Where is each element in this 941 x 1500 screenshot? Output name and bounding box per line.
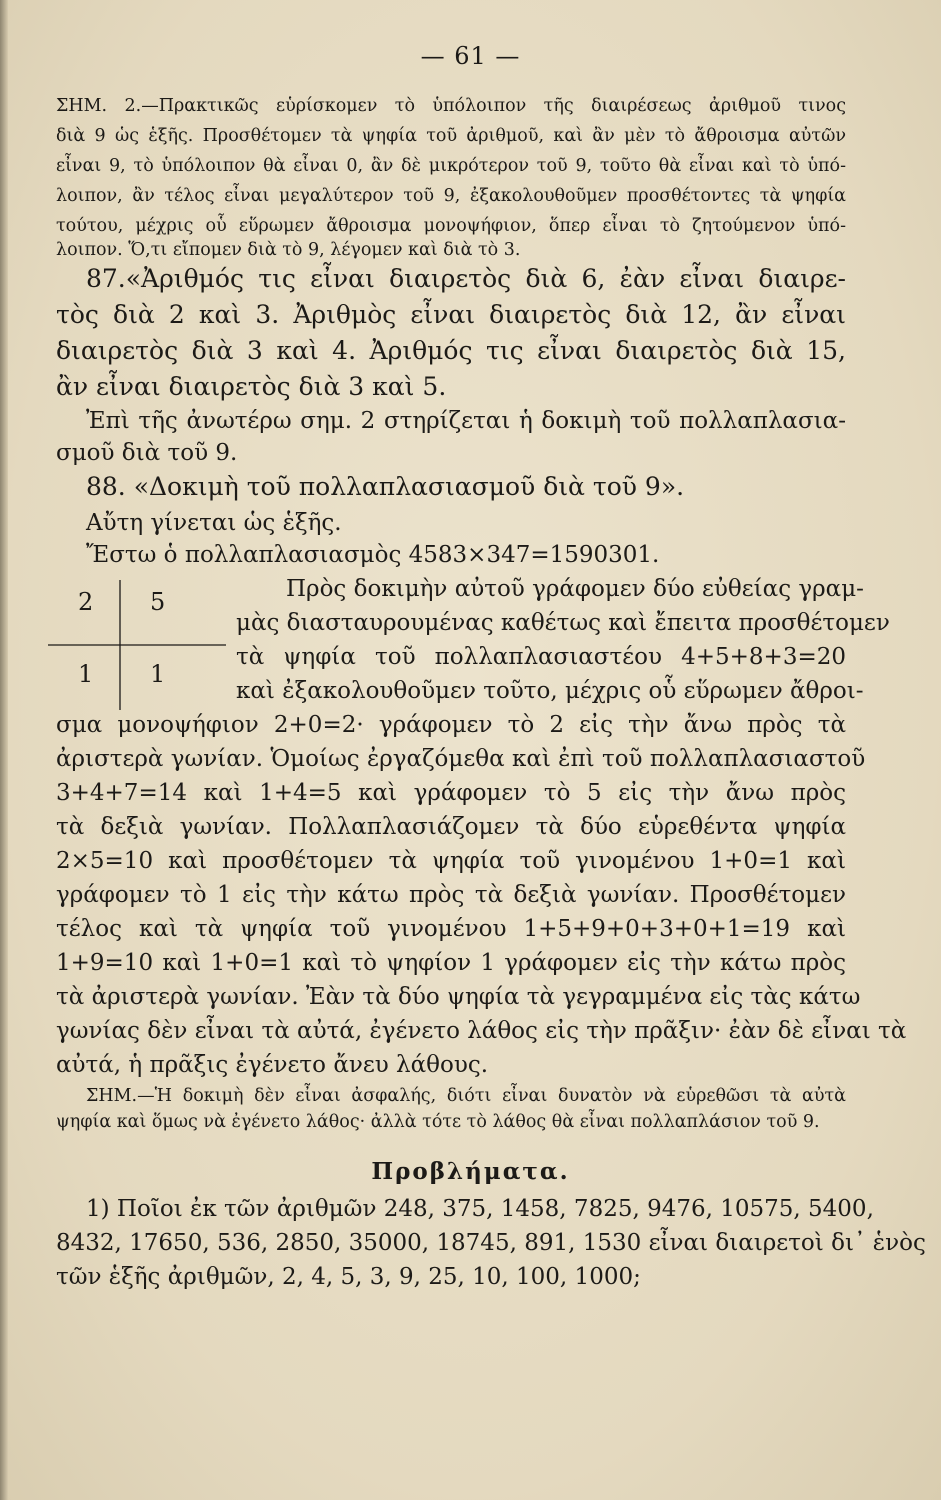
sec88-beside-1: Πρὸς δοκιμὴν αὐτοῦ γράφομεν δύο εὐθείας γραμ- [286, 576, 864, 602]
note2-line-1: ΣΗΜ. 2.—Πρακτικῶς εὑρίσκομεν τὸ ὑπόλοιπον τῆς διαιρέσεως ἀριθμοῦ τινος [56, 96, 846, 116]
problem-line-2: 8432, 17650, 536, 2850, 35000, 18745, 891, 1530 εἶναι διαιρετοὶ δι᾽ ἑνὸς [56, 1230, 926, 1256]
cross-diagram [40, 570, 240, 720]
note2-line-2: διὰ 9 ὡς ἑξῆς. Προσθέτομεν τὰ ψηφία τοῦ ἀριθμοῦ, καὶ ἂν μὲν τὸ ἄθροισμα αὐτῶν [56, 126, 846, 146]
sec88-note-2: ψηφία καὶ ὅμως νὰ ἐγένετο λάθος· ἀλλὰ τότε τὸ λάθος θὰ εἶναι πολλαπλάσιον τοῦ 9. [56, 1112, 820, 1132]
sec88-body-2: ἀριστερὰ γωνίαν. Ὁμοίως ἐργαζόμεθα καὶ ἐπὶ τοῦ πολλαπλασιαστοῦ [56, 746, 866, 772]
page-edge [0, 0, 8, 1500]
note2-line-3: εἶναι 9, τὸ ὑπόλοιπον θὰ εἶναι 0, ἂν δὲ μικρότερον τοῦ 9, τοῦτο θὰ εἶναι καὶ τὸ ὑπό- [56, 156, 846, 176]
sec87-line-5: Ἐπὶ τῆς ἀνωτέρω σημ. 2 στηρίζεται ἡ δοκιμὴ τοῦ πολλαπλασια- [86, 408, 846, 434]
sec88-line-1: Αὔτη γίνεται ὡς ἑξῆς. [86, 510, 342, 536]
diagram-bottom-left: 1 [78, 660, 94, 688]
note2-line-6: λοιπον. Ὅ,τι εἴπομεν διὰ τὸ 9, λέγομεν καὶ διὰ τὸ 3. [56, 240, 521, 260]
sec88-body-10: γωνίας δὲν εἶναι τὰ αὐτά, ἐγένετο λάθος εἰς τὴν πρᾶξιν· ἐὰν δὲ εἶναι τὰ [56, 1018, 907, 1044]
problem-line-3: τῶν ἑξῆς ἀριθμῶν, 2, 4, 5, 3, 9, 25, 10, 100, 1000; [56, 1264, 641, 1290]
page-number: — 61 — [420, 42, 521, 70]
sec87-line-2: τὸς διὰ 2 καὶ 3. Ἀριθμὸς εἶναι διαιρετὸς διὰ 12, ἂν εἶναι [56, 300, 846, 329]
sec88-body-9: τὰ ἀριστερὰ γωνίαν. Ἐὰν τὰ δύο ψηφία τὰ γεγραμμένα εἰς τὰς κάτω [56, 984, 861, 1010]
sec87-line-1: 87.«Ἀριθμός τις εἶναι διαιρετὸς διὰ 6, ἐὰν εἶναι διαιρε- [86, 264, 846, 293]
sec87-line-3: διαιρετὸς διὰ 3 καὶ 4. Ἀριθμός τις εἶναι διαιρετὸς διὰ 15, [56, 336, 846, 365]
sec88-body-8: 1+9=10 καὶ 1+0=1 καὶ τὸ ψηφίον 1 γράφομεν εἰς τὴν κάτω πρὸς [56, 950, 846, 976]
sec88-beside-3: τὰ ψηφία τοῦ πολλαπλασιαστέου 4+5+8+3=20 [236, 644, 846, 670]
note2-line-5: τούτου, μέχρις οὗ εὕρωμεν ἄθροισμα μονοψήφιον, ὅπερ εἶναι τὸ ζητούμενον ὑπό- [56, 216, 846, 236]
sec87-line-4: ἂν εἶναι διαιρετὸς διὰ 3 καὶ 5. [56, 372, 447, 401]
problems-title: Προβλήματα. [371, 1158, 570, 1185]
sec88-body-3: 3+4+7=14 καὶ 1+4=5 καὶ γράφομεν τὸ 5 εἰς τὴν ἄνω πρὸς [56, 780, 846, 806]
sec87-line-6: σμοῦ διὰ τοῦ 9. [56, 440, 238, 466]
sec88-note-1: ΣΗΜ.—Ἡ δοκιμὴ δὲν εἶναι ἀσφαλής, διότι εἶναι δυνατὸν νὰ εὑρεθῶσι τὰ αὐτὰ [86, 1086, 846, 1106]
note2-line-4: λοιπον, ἂν τέλος εἶναι μεγαλύτερον τοῦ 9, ἐξακολουθοῦμεν προσθέτοντες τὰ ψηφία [56, 186, 846, 206]
sec88-body-7: τέλος καὶ τὰ ψηφία τοῦ γινομένου 1+5+9+0+3+0+1=19 καὶ [56, 916, 846, 942]
sec88-body-1: σμα μονοψήφιον 2+0=2· γράφομεν τὸ 2 εἰς τὴν ἄνω πρὸς τὰ [56, 712, 846, 738]
diagram-top-right: 5 [150, 588, 166, 616]
sec88-body-5: 2×5=10 καὶ προσθέτομεν τὰ ψηφία τοῦ γινομένου 1+0=1 καὶ [56, 848, 846, 874]
sec88-heading: 88. «Δοκιμὴ τοῦ πολλαπλασιασμοῦ διὰ τοῦ 9». [86, 472, 685, 501]
problem-line-1: 1) Ποῖοι ἐκ τῶν ἀριθμῶν 248, 375, 1458, 7825, 9476, 10575, 5400, [86, 1196, 874, 1222]
diagram-top-left: 2 [78, 588, 94, 616]
sec88-body-4: τὰ δεξιὰ γωνίαν. Πολλαπλασιάζομεν τὰ δύο εὑρεθέντα ψηφία [56, 814, 846, 840]
sec88-beside-4: καὶ ἐξακολουθοῦμεν τοῦτο, μέχρις οὗ εὕρωμεν ἄθροι- [236, 678, 864, 704]
sec88-line-2: Ἔστω ὁ πολλαπλασιασμὸς 4583×347=1590301. [86, 542, 660, 568]
sec88-body-6: γράφομεν τὸ 1 εἰς τὴν κάτω πρὸς τὰ δεξιὰ γωνίαν. Προσθέτομεν [56, 882, 846, 908]
sec88-beside-2: μὰς διασταυρουμένας καθέτως καὶ ἔπειτα προσθέτομεν [236, 610, 890, 636]
diagram-bottom-right: 1 [150, 660, 166, 688]
sec88-body-11: αὐτά, ἡ πρᾶξις ἐγένετο ἄνευ λάθους. [56, 1052, 489, 1078]
